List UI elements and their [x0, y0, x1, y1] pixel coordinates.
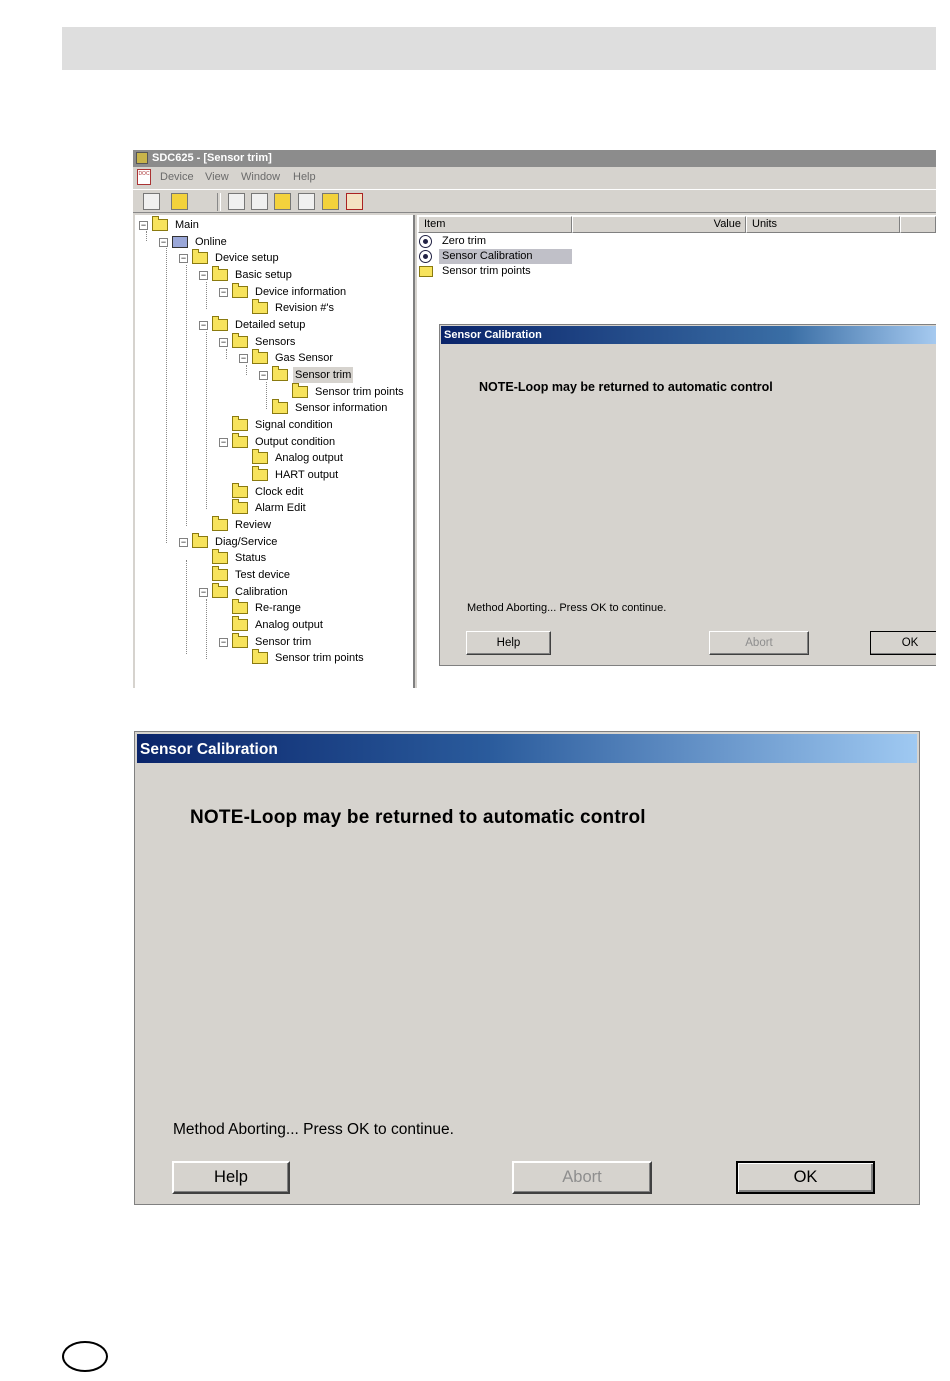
column-header-item[interactable]: Item: [418, 216, 572, 233]
abort-button[interactable]: Abort: [709, 631, 809, 655]
tree-node-label: Re-range: [255, 602, 301, 614]
column-header-value[interactable]: Value: [572, 216, 746, 233]
toolbar-separator: [217, 193, 221, 211]
dialog-title: Sensor Calibration: [441, 326, 936, 344]
tree-line: [246, 365, 247, 375]
collapse-icon[interactable]: −: [200, 587, 207, 597]
tree-line: [226, 349, 227, 359]
folder-icon: [232, 636, 248, 648]
tree-line: [266, 382, 267, 409]
tree-node-label: HART output: [275, 469, 339, 481]
folder-icon: [212, 552, 228, 564]
app-title: SDC625 - [Sensor trim]: [152, 152, 272, 164]
collapse-icon[interactable]: −: [260, 370, 267, 380]
new-icon[interactable]: [143, 193, 160, 210]
tree-node-label: Output condition: [255, 436, 336, 448]
tree-node-label: Basic setup: [235, 269, 292, 281]
tree-line: [166, 248, 167, 543]
tree-node-label: Review: [235, 519, 272, 531]
refresh-icon[interactable]: [322, 193, 339, 210]
tree-node-label: Analog output: [275, 452, 343, 464]
tree-line: [146, 231, 147, 241]
ok-button[interactable]: OK: [736, 1161, 875, 1194]
app-title-bar: [133, 150, 936, 167]
folder-icon: [292, 386, 308, 398]
collapse-icon[interactable]: −: [200, 320, 207, 330]
folder-icon: [252, 302, 268, 314]
tree-node-label: Sensor trim: [255, 636, 312, 648]
collapse-icon[interactable]: −: [200, 270, 207, 280]
help-button[interactable]: Help: [172, 1161, 290, 1194]
folder-icon: [232, 286, 248, 298]
tree-node-label: Sensor trim points: [315, 386, 404, 398]
app-icon: [136, 152, 148, 164]
method-icon: [419, 235, 432, 248]
device-online-icon: [172, 236, 188, 248]
folder-icon: [232, 436, 248, 448]
tree-node-label: Sensor trim: [295, 369, 352, 381]
sensor-calibration-dialog-small: [439, 324, 936, 666]
folder-icon: [232, 486, 248, 498]
folder-icon: [212, 269, 228, 281]
list-item-label: Sensor trim points: [442, 265, 531, 277]
tree-node-label: Sensor information: [295, 402, 388, 414]
folder-icon: [232, 502, 248, 514]
method-icon: [419, 250, 432, 263]
folder-icon: [232, 419, 248, 431]
tree-node-label: Status: [235, 552, 267, 564]
tree-node-label: Sensors: [255, 336, 296, 348]
document-icon[interactable]: DOC: [137, 169, 151, 185]
collapse-icon[interactable]: −: [220, 337, 227, 347]
tree-line: [206, 599, 207, 659]
page-marker: [62, 1341, 108, 1372]
menu-device[interactable]: Device: [160, 171, 194, 183]
collapse-icon[interactable]: −: [140, 220, 147, 230]
tree-node-label: Test device: [235, 569, 291, 581]
tree-node-label: Diag/Service: [215, 536, 278, 548]
collapse-icon[interactable]: −: [220, 637, 227, 647]
tree-node-label: Device information: [255, 286, 347, 298]
folder-icon: [212, 569, 228, 581]
menu-bar: [133, 167, 936, 188]
tree-node-label: Clock edit: [255, 486, 304, 498]
column-header-units[interactable]: Units: [746, 216, 900, 233]
ok-button[interactable]: OK: [870, 631, 936, 655]
dialog-note: NOTE-Loop may be returned to automatic control: [190, 807, 646, 828]
stop-icon[interactable]: [346, 193, 363, 210]
device-tree[interactable]: [135, 215, 415, 688]
folder-icon: [252, 352, 268, 364]
folder-icon: [419, 266, 433, 277]
tree-node-label: Alarm Edit: [255, 502, 306, 514]
help-button[interactable]: Help: [466, 631, 551, 655]
sensor-calibration-dialog: [134, 731, 920, 1205]
help-icon[interactable]: [171, 193, 188, 210]
tree-line: [206, 332, 207, 509]
folder-icon: [232, 336, 248, 348]
dialog-title: Sensor Calibration: [137, 734, 917, 763]
folder-icon: [272, 402, 288, 414]
network-icon[interactable]: [298, 193, 315, 210]
disconnect-icon[interactable]: [251, 193, 268, 210]
tree-node-label: Sensor trim points: [275, 652, 364, 664]
abort-button[interactable]: Abort: [512, 1161, 652, 1194]
tree-node-label: Online: [195, 236, 227, 248]
tree-node-label: Analog output: [255, 619, 323, 631]
toolbar: [133, 189, 936, 213]
collapse-icon[interactable]: −: [180, 253, 187, 263]
tree-node-label: Detailed setup: [235, 319, 306, 331]
dialog-note: NOTE-Loop may be returned to automatic control: [479, 380, 773, 394]
tree-node-label: Calibration: [235, 586, 288, 598]
tree-node-label: Gas Sensor: [275, 352, 334, 364]
collapse-icon[interactable]: −: [180, 537, 187, 547]
folder-icon: [192, 252, 208, 264]
tree-line: [186, 560, 187, 654]
tree-node-label: Device setup: [215, 252, 279, 264]
open-folder-icon: [272, 369, 288, 381]
dialog-message: Method Aborting... Press OK to continue.: [467, 602, 667, 614]
sdc625-window: [133, 150, 936, 688]
menu-window[interactable]: Window: [241, 171, 281, 183]
collapse-icon[interactable]: −: [220, 287, 227, 297]
folder-icon: [232, 602, 248, 614]
collapse-icon[interactable]: −: [160, 237, 167, 247]
send-icon[interactable]: [274, 193, 291, 210]
collapse-icon[interactable]: −: [220, 437, 227, 447]
folder-icon: [252, 452, 268, 464]
dialog-message: Method Aborting... Press OK to continue.: [173, 1121, 454, 1138]
tree-node-label: Signal condition: [255, 419, 333, 431]
list-item-label: Sensor Calibration: [439, 249, 572, 264]
tree-line: [186, 265, 187, 526]
connect-icon[interactable]: [228, 193, 245, 210]
tree-node-label: Revision #'s: [275, 302, 334, 314]
folder-icon: [212, 586, 228, 598]
column-header-blank: [900, 216, 936, 233]
list-item-label: Zero trim: [442, 235, 486, 247]
folder-icon: [252, 652, 268, 664]
folder-icon: [212, 319, 228, 331]
folder-icon: [252, 469, 268, 481]
folder-icon: [212, 519, 228, 531]
folder-icon: [192, 536, 208, 548]
tree-node-label: Main: [175, 219, 199, 231]
collapse-icon[interactable]: −: [240, 353, 247, 363]
folder-icon: [152, 219, 168, 231]
tree-line: [206, 282, 207, 309]
page-header-band: [62, 27, 936, 70]
menu-view[interactable]: View: [205, 171, 229, 183]
menu-help[interactable]: Help: [293, 171, 316, 183]
folder-icon: [232, 619, 248, 631]
